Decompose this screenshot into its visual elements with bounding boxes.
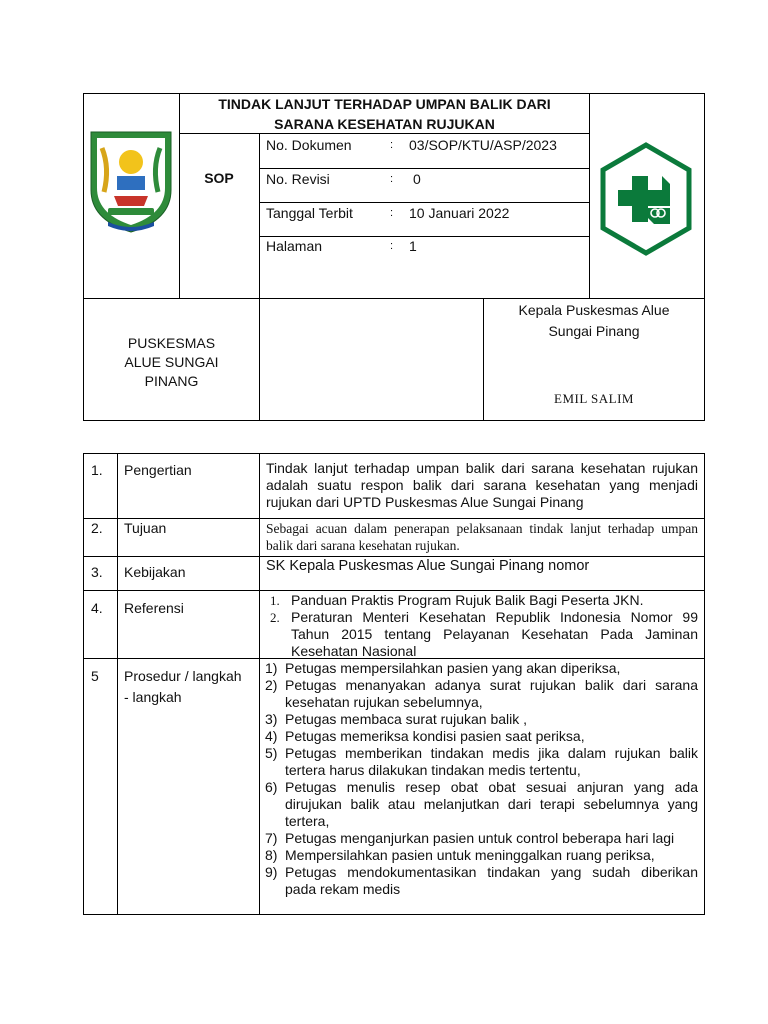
list-item-text: Petugas memberikan tindakan medis jika dalam rujukan balik tertera harus dilakukan tindakan medis tertentu,: [285, 745, 698, 778]
row-number: 5: [91, 668, 99, 684]
sop-title-line1: TINDAK LANJUT TERHADAP UMPAN BALIK DARI: [218, 96, 551, 112]
head-title-line1: Kepala Puskesmas Alue: [518, 302, 670, 318]
list-item-text: Panduan Praktis Program Rujuk Balik Bagi Peserta JKN.: [291, 592, 644, 608]
field-label-tanggal-terbit: Tanggal Terbit: [266, 205, 353, 221]
list-item: [265, 779, 698, 830]
list-item-number: 1): [265, 660, 278, 676]
list-item-text: Mempersilahkan pasien untuk meninggalkan ruang periksa,: [285, 847, 655, 863]
puskesmas-cross-logo: [600, 142, 692, 256]
kebijakan-text: SK Kepala Puskesmas Alue Sungai Pinang nomor: [266, 558, 590, 574]
org-name-line2: ALUE SUNGAI: [124, 354, 219, 370]
field-label-no-dokumen: No. Dokumen: [266, 137, 352, 153]
list-item-text: Petugas menulis resep obat obat sesuai anjuran yang ada dirujukan balik atau melanjutkan dari terapi sebelumnya yang tertera,: [285, 779, 698, 829]
org-name-line3: PINANG: [144, 373, 199, 389]
list-item: [265, 847, 698, 864]
list-item-text: Petugas mempersilahkan pasien yang akan diperiksa,: [285, 660, 621, 676]
list-item-text: Petugas mendokumentasikan tindakan yang sudah diberikan pada rekam medis: [285, 864, 698, 897]
list-item: [270, 609, 698, 660]
list-item-text: Petugas menanyakan adanya surat rujukan balik dari sarana kesehatan rujukan sebelumnya,: [285, 677, 698, 710]
list-item: [265, 677, 698, 711]
list-item-number: 2.: [270, 610, 280, 625]
list-item: [265, 711, 698, 728]
row-number: 1.: [91, 462, 103, 478]
head-title-line2: Sungai Pinang: [548, 323, 640, 339]
row-label-prosedur-line2: - langkah: [124, 689, 182, 705]
list-item-number: 6): [265, 779, 278, 795]
field-value-no-dokumen: 03/SOP/KTU/ASP/2023: [409, 137, 557, 153]
list-item: [265, 864, 698, 898]
org-name-line1: PUSKESMAS: [127, 335, 216, 351]
row-label-pengertian: Pengertian: [124, 462, 192, 478]
field-label-halaman: Halaman: [266, 238, 323, 254]
list-item: [265, 660, 698, 677]
list-item-text: Petugas membaca surat rujukan balik ,: [285, 711, 528, 727]
tujuan-text: Sebagai acuan dalam penerapan pelaksanaan tindak lanjut terhadap umpan balik dari sarana kesehatan rujukan.: [266, 521, 698, 553]
field-sep: :: [390, 139, 394, 151]
row-label-prosedur-line1: Prosedur / langkah: [124, 668, 242, 684]
head-name: EMIL SALIM: [554, 391, 634, 406]
list-item-number: 9): [265, 864, 278, 880]
list-item: [265, 830, 698, 847]
list-item-number: 8): [265, 847, 278, 863]
field-sep: :: [390, 173, 394, 185]
row-label-referensi: Referensi: [124, 600, 184, 616]
list-item-text: Petugas menganjurkan pasien untuk control beberapa hari lagi: [285, 830, 675, 846]
list-item-number: 2): [265, 677, 278, 693]
field-value-halaman: 1: [409, 238, 417, 254]
row-number: 2.: [91, 520, 103, 536]
field-sep: :: [390, 240, 394, 252]
list-item-text: Petugas memeriksa kondisi pasien saat periksa,: [285, 728, 585, 744]
list-item-number: 7): [265, 830, 278, 846]
field-value-tanggal-terbit: 10 Januari 2022: [409, 205, 510, 221]
list-item: [265, 745, 698, 779]
row-label-tujuan: Tujuan: [124, 520, 167, 536]
row-label-kebijakan: Kebijakan: [124, 564, 186, 580]
list-item-number: 3): [265, 711, 278, 727]
list-item: [270, 592, 698, 609]
prosedur-steps: [265, 660, 698, 898]
field-value-no-revisi: 0: [413, 171, 421, 187]
list-item-number: 1.: [270, 593, 280, 608]
regional-emblem-logo: [86, 128, 176, 234]
field-label-no-revisi: No. Revisi: [266, 171, 330, 187]
list-item-number: 5): [265, 745, 278, 761]
sop-title-line2: SARANA KESEHATAN RUJUKAN: [274, 116, 495, 132]
pengertian-text: Tindak lanjut terhadap umpan balik dari sarana kesehatan rujukan adalah suatu respon balik dari sarana kesehatan yang menjadi rujukan dari UPTD Puskesmas Alue Sungai Pinang: [266, 460, 698, 510]
row-number: 4.: [91, 600, 103, 616]
list-item: [265, 728, 698, 745]
referensi-list: [270, 592, 698, 660]
field-sep: :: [390, 207, 394, 219]
list-item-text: Peraturan Menteri Kesehatan Republik Indonesia Nomor 99 Tahun 2015 tentang Pelayanan Kesehatan Pada Jaminan Kesehatan Nasional: [291, 609, 698, 659]
row-number: 3.: [91, 564, 103, 580]
list-item-number: 4): [265, 728, 278, 744]
sop-label: SOP: [204, 170, 234, 186]
